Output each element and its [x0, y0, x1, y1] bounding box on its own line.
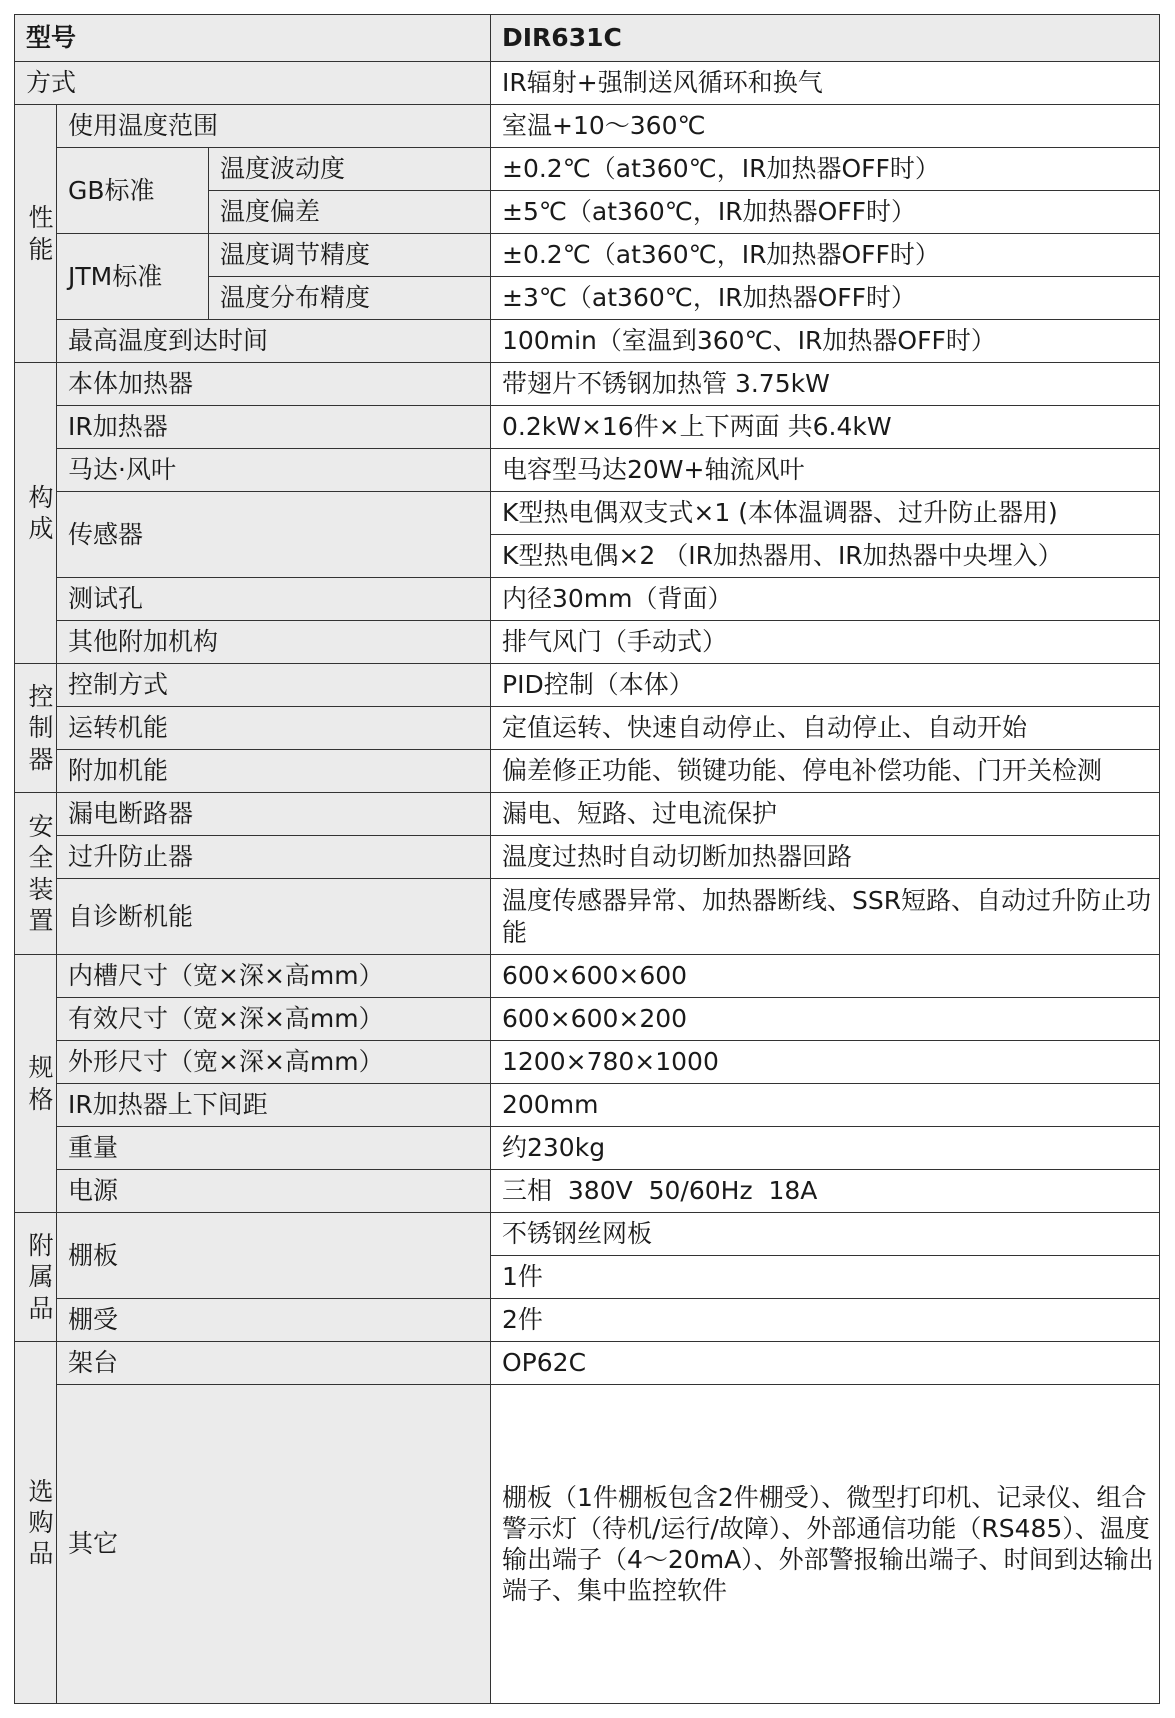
category-controller: 控制器: [15, 664, 57, 793]
row-value: 带翅片不锈钢加热管 3.75kW: [491, 363, 1160, 406]
row-label: 控制方式: [57, 664, 491, 707]
table-row: [15, 1084, 1160, 1127]
table-row: [15, 1127, 1160, 1170]
category-specs: 规格: [15, 955, 57, 1213]
gb-standard-label: GB标准: [57, 148, 209, 234]
row-label: 温度波动度: [209, 148, 491, 191]
row-value: 约230kg: [491, 1127, 1160, 1170]
row-label: 附加机能: [57, 750, 491, 793]
row-label: 漏电断路器: [57, 793, 491, 836]
row-value: 1200×780×1000: [491, 1041, 1160, 1084]
row-label: 自诊断机能: [57, 879, 491, 955]
category-accessories: 附属品: [15, 1213, 57, 1342]
spec-table: [14, 14, 1160, 1704]
row-value: 200mm: [491, 1084, 1160, 1127]
row-label: 最高温度到达时间: [57, 320, 491, 363]
table-row: [15, 664, 1160, 707]
table-row: [15, 148, 1160, 191]
row-value: 不锈钢丝网板: [491, 1213, 1160, 1256]
table-row: [15, 998, 1160, 1041]
row-label: 棚受: [57, 1299, 491, 1342]
row-value: 内径30mm（背面）: [491, 578, 1160, 621]
table-row: [15, 105, 1160, 148]
row-label: 使用温度范围: [57, 105, 491, 148]
row-label: 其它: [57, 1385, 491, 1704]
table-row: [15, 1041, 1160, 1084]
table-row: [15, 793, 1160, 836]
row-value: 电容型马达20W+轴流风叶: [491, 449, 1160, 492]
table-row: [15, 492, 1160, 535]
row-value: 偏差修正功能、锁键功能、停电补偿功能、门开关检测: [491, 750, 1160, 793]
row-value: OP62C: [491, 1342, 1160, 1385]
row-value: 排气风门（手动式）: [491, 621, 1160, 664]
row-label: 运转机能: [57, 707, 491, 750]
sensor-label: 传感器: [57, 492, 491, 578]
row-label: 过升防止器: [57, 836, 491, 879]
row-value: ±3℃（at360℃，IR加热器OFF时）: [491, 277, 1160, 320]
table-row: [15, 836, 1160, 879]
row-label: 本体加热器: [57, 363, 491, 406]
row-label: 外形尺寸（宽×深×高mm）: [57, 1041, 491, 1084]
row-value: 棚板（1件棚板包含2件棚受）、微型打印机、记录仪、组合警示灯（待机/运行/故障）、外部通信功能（RS485）、温度输出端子（4～20mA）、外部警报输出端子、时间到达输出端子、集中监控软件: [491, 1385, 1160, 1704]
method-label: 方式: [15, 62, 491, 105]
table-row: [15, 15, 1160, 62]
category-options: 选购品: [15, 1342, 57, 1704]
table-row: [15, 879, 1160, 955]
row-value: 温度传感器异常、加热器断线、SSR短路、自动过升防止功能: [491, 879, 1160, 955]
row-value: K型热电偶双支式×1 (本体温调器、过升防止器用): [491, 492, 1160, 535]
model-label: 型号: [15, 15, 491, 62]
table-row: [15, 1385, 1160, 1704]
category-structure: 构成: [15, 363, 57, 664]
table-row: [15, 578, 1160, 621]
row-label: 其他附加机构: [57, 621, 491, 664]
row-label: 温度分布精度: [209, 277, 491, 320]
row-value: ±0.2℃（at360℃，IR加热器OFF时）: [491, 234, 1160, 277]
shelf-label: 棚板: [57, 1213, 491, 1299]
model-value: DIR631C: [491, 15, 1160, 62]
row-value: 漏电、短路、过电流保护: [491, 793, 1160, 836]
table-row: [15, 449, 1160, 492]
row-label: 重量: [57, 1127, 491, 1170]
row-value: 600×600×600: [491, 955, 1160, 998]
row-value: 0.2kW×16件×上下两面 共6.4kW: [491, 406, 1160, 449]
table-row: [15, 406, 1160, 449]
table-row: [15, 621, 1160, 664]
row-label: 架台: [57, 1342, 491, 1385]
row-value: K型热电偶×2 （IR加热器用、IR加热器中央埋入）: [491, 535, 1160, 578]
row-value: 1件: [491, 1256, 1160, 1299]
row-value: 2件: [491, 1299, 1160, 1342]
row-label: 有效尺寸（宽×深×高mm）: [57, 998, 491, 1041]
table-row: [15, 62, 1160, 105]
row-value: 600×600×200: [491, 998, 1160, 1041]
row-label: IR加热器: [57, 406, 491, 449]
row-label: IR加热器上下间距: [57, 1084, 491, 1127]
row-value: 室温+10～360℃: [491, 105, 1160, 148]
table-row: [15, 1213, 1160, 1256]
row-value: 温度过热时自动切断加热器回路: [491, 836, 1160, 879]
category-safety: 安全装置: [15, 793, 57, 955]
row-value: PID控制（本体）: [491, 664, 1160, 707]
jtm-standard-label: JTM标准: [57, 234, 209, 320]
table-row: [15, 955, 1160, 998]
row-label: 马达·风叶: [57, 449, 491, 492]
category-performance: 性能: [15, 105, 57, 363]
table-row: [15, 707, 1160, 750]
row-label: 温度偏差: [209, 191, 491, 234]
row-label: 内槽尺寸（宽×深×高mm）: [57, 955, 491, 998]
row-value: ±0.2℃（at360℃，IR加热器OFF时）: [491, 148, 1160, 191]
table-row: [15, 234, 1160, 277]
table-row: [15, 320, 1160, 363]
table-row: [15, 1342, 1160, 1385]
table-row: [15, 1299, 1160, 1342]
table-row: [15, 363, 1160, 406]
row-value: ±5℃（at360℃，IR加热器OFF时）: [491, 191, 1160, 234]
row-label: 温度调节精度: [209, 234, 491, 277]
row-label: 测试孔: [57, 578, 491, 621]
row-label: 电源: [57, 1170, 491, 1213]
row-value: 三相 380V 50/60Hz 18A: [491, 1170, 1160, 1213]
row-value: 定值运转、快速自动停止、自动停止、自动开始: [491, 707, 1160, 750]
row-value: 100min（室温到360℃、IR加热器OFF时）: [491, 320, 1160, 363]
method-value: IR辐射+强制送风循环和换气: [491, 62, 1160, 105]
table-row: [15, 750, 1160, 793]
table-row: [15, 1170, 1160, 1213]
